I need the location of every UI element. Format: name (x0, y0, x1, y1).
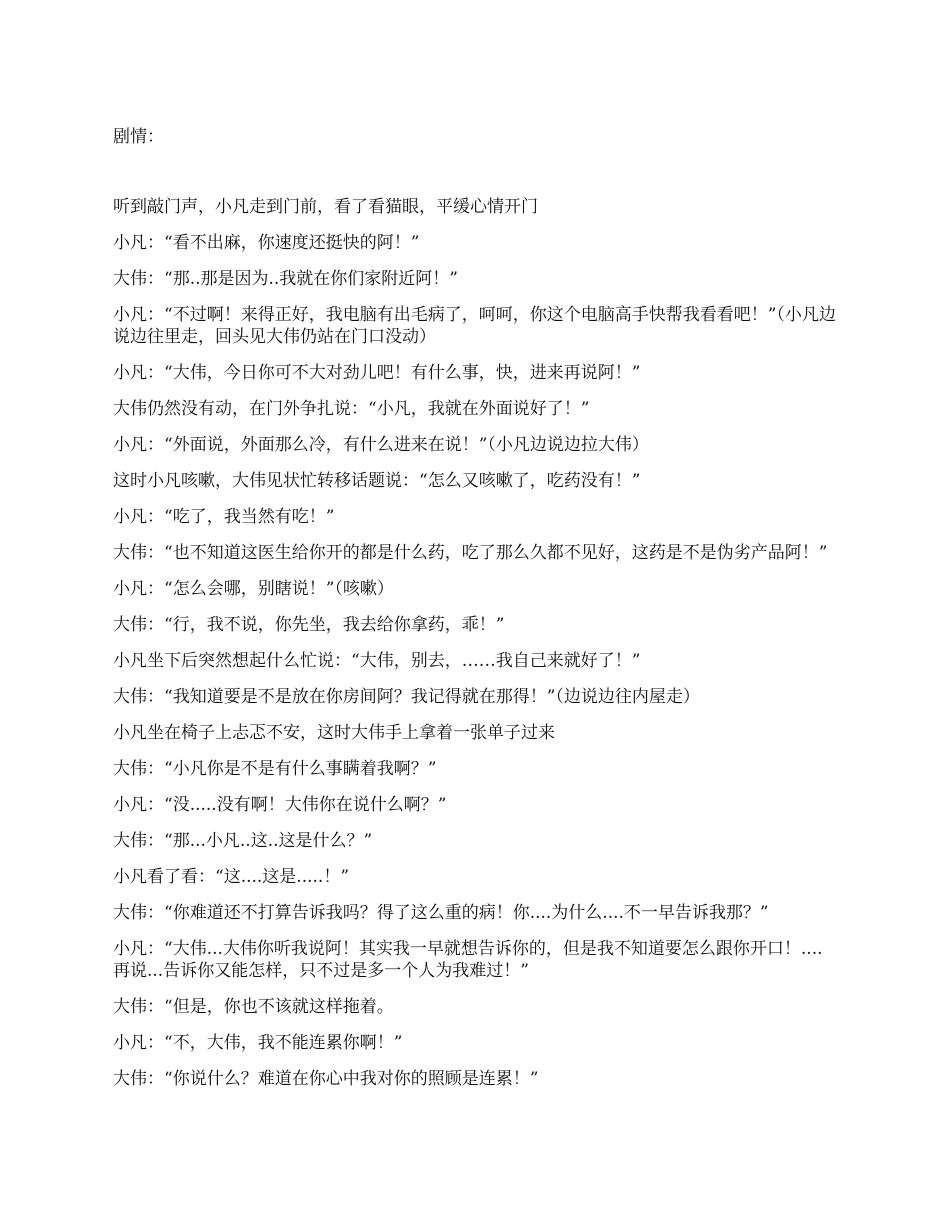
paragraph: 小凡：“外面说，外面那么冷，有什么进来在说！”（小凡边说边拉大伟） (113, 435, 649, 455)
paragraph: 大伟：“你说什么？难道在你心中我对你的照顾是连累！” (113, 1069, 539, 1089)
script-body (113, 196, 838, 1104)
paragraph: 大伟：“小凡你是不是有什么事瞒着我啊？” (113, 759, 437, 779)
section-heading: 剧情： (113, 127, 164, 147)
paragraph: 小凡看了看：“这....这是.....！” (113, 867, 350, 887)
paragraph: 小凡：“大伟...大伟你听我说阿！其实我一早就想告诉你的，但是我不知道要怎么跟你开口！....再说...告诉你又能怎样，只不过是多一个人为我难过！” (113, 939, 823, 981)
paragraph: 小凡：“不，大伟，我不能连累你啊！” (113, 1033, 403, 1053)
paragraph: 小凡：“不过啊！来得正好，我电脑有出毛病了，呵呵，你这个电脑高手快帮我看看吧！”（小凡边说边往里走，回头见大伟仍站在门口没动） (113, 305, 836, 347)
paragraph: 大伟：“那..那是因为..我就在你们家附近阿！” (113, 269, 458, 289)
paragraph: 听到敲门声，小凡走到门前，看了看猫眼，平缓心情开门 (113, 197, 538, 217)
paragraph: 大伟：“我知道要是不是放在你房间阿？我记得就在那得！”（边说边往内屋走） (113, 687, 700, 707)
paragraph: 小凡：“怎么会哪，别瞎说！”（咳嗽） (113, 579, 394, 599)
paragraph: 小凡坐在椅子上忐忑不安，这时大伟手上拿着一张单子过来 (113, 723, 555, 743)
paragraph: 这时小凡咳嗽，大伟见状忙转移话题说：“怎么又咳嗽了，吃药没有！” (113, 471, 641, 491)
paragraph: 小凡：“没.....没有啊！大伟你在说什么啊？” (113, 795, 447, 815)
paragraph: 小凡：“大伟，今日你可不大对劲儿吧！有什么事，快，进来再说阿！” (113, 363, 641, 383)
paragraph: 小凡坐下后突然想起什么忙说：“大伟，别去，……我自己来就好了！” (113, 651, 641, 671)
paragraph: 大伟：“但是，你也不该就这样拖着。 (113, 997, 394, 1017)
paragraph: 小凡：“看不出麻，你速度还挺快的阿！” (113, 233, 420, 253)
paragraph: 大伟：“你难道还不打算告诉我吗？得了这么重的病！你....为什么....不一早告诉我那？” (113, 903, 769, 923)
paragraph: 大伟：“也不知道这医生给你开的都是什么药，吃了那么久都不见好，这药是不是伪劣产品阿！” (113, 543, 828, 563)
paragraph: 大伟：“行，我不说，你先坐，我去给你拿药，乖！” (113, 615, 505, 635)
paragraph: 大伟：“那...小凡..这..这是什么？” (113, 831, 373, 851)
paragraph: 小凡：“吃了，我当然有吃！” (113, 507, 335, 527)
paragraph: 大伟仍然没有动，在门外争扎说：“小凡，我就在外面说好了！” (113, 399, 590, 419)
